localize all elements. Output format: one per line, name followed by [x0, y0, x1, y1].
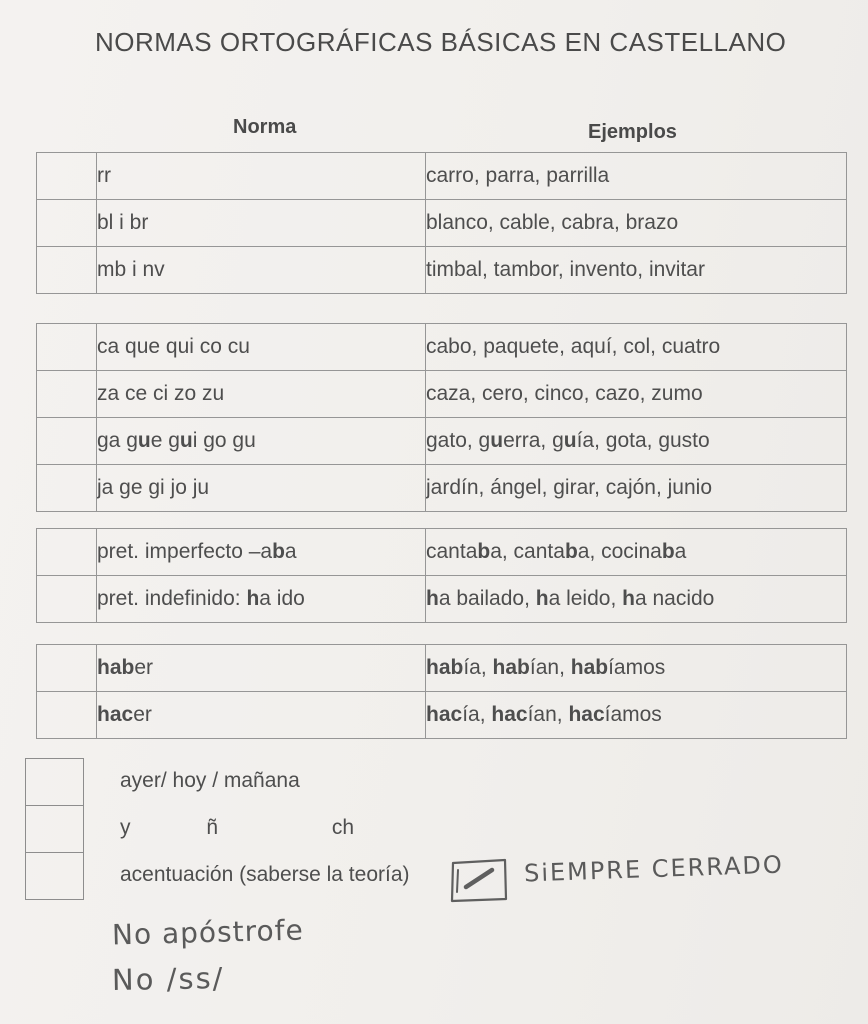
ejemplos-cell: hacía, hacían, hacíamos [426, 692, 847, 739]
ejemplos-cell: timbal, tambor, invento, invitar [426, 247, 847, 294]
check-cell [37, 153, 97, 200]
rules-table-haber-hacer [36, 644, 847, 739]
check-cell [37, 576, 97, 623]
column-header-norma: Norma [233, 116, 297, 138]
check-cell [37, 200, 97, 247]
table-row [37, 418, 847, 465]
table-row [37, 645, 847, 692]
table-row [26, 853, 84, 900]
checklist-item-letters [120, 816, 354, 840]
table-row [26, 759, 84, 806]
ejemplos-cell: cantaba, cantaba, cocinaba [426, 529, 847, 576]
check-cell [37, 692, 97, 739]
norma-cell: hacer [97, 692, 426, 739]
ejemplos-cell: ha bailado, ha leido, ha nacido [426, 576, 847, 623]
norma-cell: pret. imperfecto –aba [97, 529, 426, 576]
norma-cell: ja ge gi jo ju [97, 465, 426, 512]
table-row [37, 153, 847, 200]
norma-cell: ga gue gui go gu [97, 418, 426, 465]
ejemplos-cell: había, habían, habíamos [426, 645, 847, 692]
norma-cell: rr [97, 153, 426, 200]
column-header-ejemplos: Ejemplos [588, 121, 677, 143]
check-cell [37, 645, 97, 692]
letter-ch: ch [331, 816, 355, 839]
check-cell [26, 759, 84, 806]
check-cell [37, 324, 97, 371]
checklist-boxes [25, 758, 84, 900]
letter-y: y [120, 816, 131, 839]
handdrawn-checked-box [449, 856, 509, 904]
ejemplos-cell: jardín, ángel, girar, cajón, junio [426, 465, 847, 512]
checklist-item-accentuation: acentuación (saberse la teoría) [120, 863, 410, 886]
table-row [37, 465, 847, 512]
table-row [37, 324, 847, 371]
checkmark-icon [449, 856, 509, 904]
page-title: NORMAS ORTOGRÁFICAS BÁSICAS EN CASTELLANO [95, 27, 787, 57]
norma-cell: za ce ci zo zu [97, 371, 426, 418]
table-row [37, 200, 847, 247]
ejemplos-cell: cabo, paquete, aquí, col, cuatro [426, 324, 847, 371]
table-row [37, 692, 847, 739]
ejemplos-cell: gato, guerra, guía, gota, gusto [426, 418, 847, 465]
norma-cell: pret. indefinido: ha ido [97, 576, 426, 623]
table-row [37, 247, 847, 294]
table-row [37, 529, 847, 576]
handwritten-note-no-ss: No /ss/ [111, 961, 225, 997]
table-row [37, 576, 847, 623]
handwritten-note-siempre-cerrado: SiEMPRE CERRADO [523, 850, 785, 888]
ejemplos-cell: caza, cero, cinco, cazo, zumo [426, 371, 847, 418]
checklist-item-adverbs: ayer/ hoy / mañana [120, 769, 300, 792]
norma-cell: haber [97, 645, 426, 692]
norma-cell: bl i br [97, 200, 426, 247]
norma-cell: mb i nv [97, 247, 426, 294]
norma-cell: ca que qui co cu [97, 324, 426, 371]
letter-enye: ñ [206, 816, 219, 839]
check-cell [26, 853, 84, 900]
handwritten-note-no-apostrofe: No apóstrofe [111, 913, 305, 952]
rules-table-tenses [36, 528, 847, 623]
check-cell [37, 465, 97, 512]
ejemplos-cell: carro, parra, parrilla [426, 153, 847, 200]
check-cell [37, 371, 97, 418]
check-cell [37, 247, 97, 294]
table-row [26, 806, 84, 853]
check-cell [37, 529, 97, 576]
rules-table-consonants [36, 152, 847, 294]
check-cell [37, 418, 97, 465]
table-row [37, 371, 847, 418]
ejemplos-cell: blanco, cable, cabra, brazo [426, 200, 847, 247]
rules-table-syllables [36, 323, 847, 512]
check-cell [26, 806, 84, 853]
